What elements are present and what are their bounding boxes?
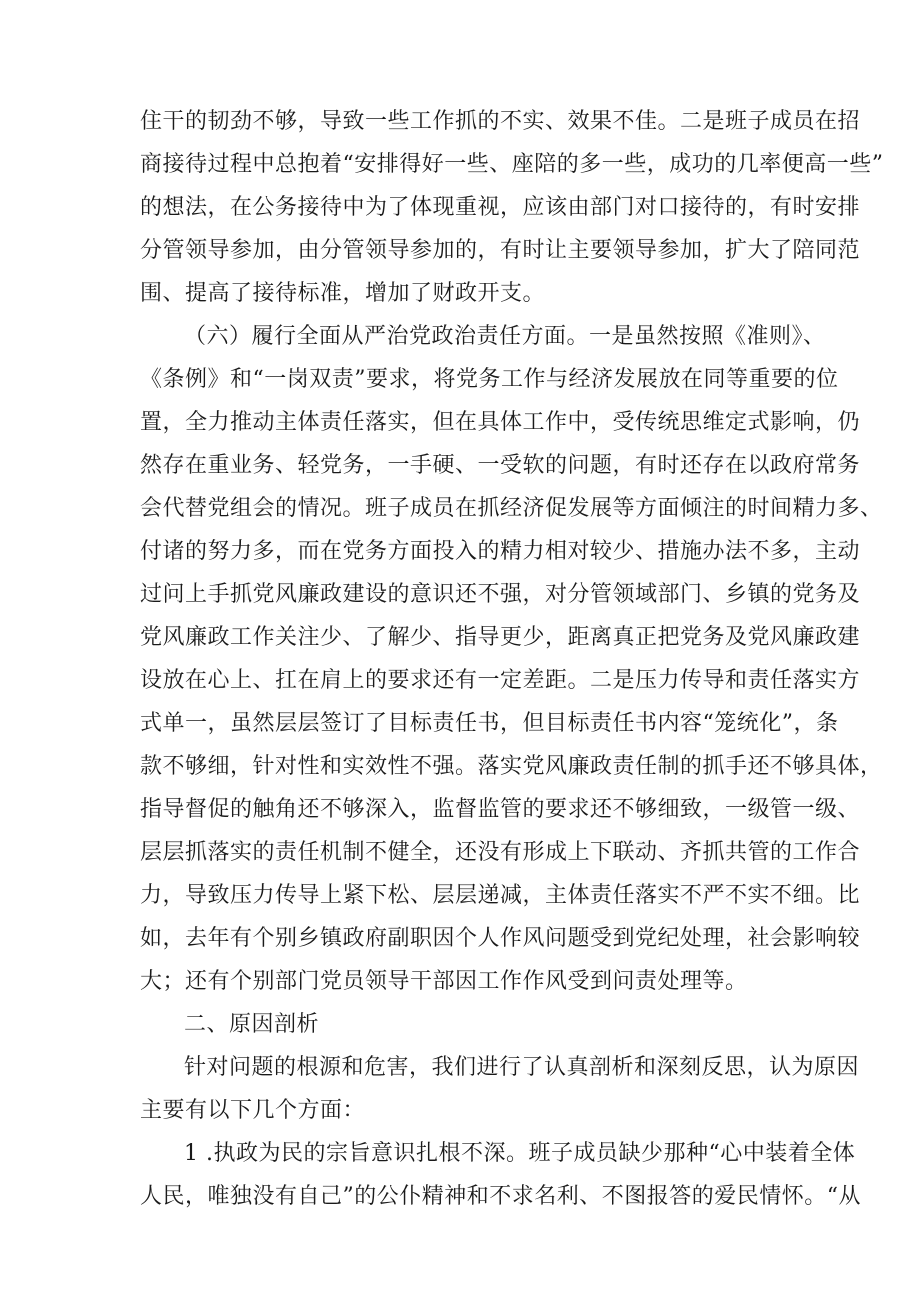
- paragraph-line: 设放在心上、扛在肩上的要求还有一定差距。二是压力传导和责任落实方: [140, 668, 861, 693]
- paragraph-line: 指导督促的触角还不够深入，监督监管的要求还不够细致，一级管一级、: [140, 797, 861, 822]
- paragraph-line: 1 .执政为民的宗旨意识扎根不深。班子成员缺少那种“心中装着全体: [184, 1141, 856, 1166]
- paragraph-line: 分管领导参加，由分管领导参加的，有时让主要领导参加，扩大了陪同范: [140, 238, 861, 263]
- section-heading: 二、原因剖析: [184, 1012, 320, 1037]
- paragraph-line: 然存在重业务、轻党务，一手硬、一受软的问题，有时还存在以政府常务: [140, 453, 861, 478]
- paragraph-line: 围、提高了接待标准，增加了财政开支。: [140, 281, 546, 306]
- paragraph-line: 主要有以下几个方面：: [140, 1098, 366, 1123]
- paragraph-line: 大；还有个别部门党员领导干部因工作作风受到问责处理等。: [140, 969, 748, 994]
- paragraph-line: 力，导致压力传导上紧下松、层层递减，主体责任落实不严不实不细。比: [140, 883, 861, 908]
- paragraph-line: 款不够细，针对性和实效性不强。落实党风廉政责任制的抓手还不够具体，: [140, 754, 883, 779]
- paragraph-line: 付诸的努力多，而在党务方面投入的精力相对较少、措施办法不多，主动: [140, 539, 861, 564]
- paragraph-line: 层层抓落实的责任机制不健全，还没有形成上下联动、齐抓共管的工作合: [140, 840, 861, 865]
- paragraph-line: 住干的韧劲不够，导致一些工作抓的不实、效果不佳。二是班子成员在招: [140, 109, 861, 134]
- paragraph-line: 的想法，在公务接待中为了体现重视，应该由部门对口接待的，有时安排: [140, 195, 861, 220]
- paragraph-line: 过问上手抓党风廉政建设的意识还不强，对分管领域部门、乡镇的党务及: [140, 582, 861, 607]
- paragraph-line: 党风廉政工作关注少、了解少、指导更少，距离真正把党务及党风廉政建: [140, 625, 861, 650]
- paragraph-line: 《条例》和“一岗双责”要求，将党务工作与经济发展放在同等重要的位: [140, 367, 839, 392]
- paragraph-line: 置，全力推动主体责任落实，但在具体工作中，受传统思维定式影响，仍: [140, 410, 861, 435]
- paragraph-line: 商接待过程中总抱着“安排得好一些、座陪的多一些，成功的几率便高一些”: [140, 152, 884, 177]
- paragraph-line: （六）履行全面从严治党政治责任方面。一是虽然按照《准则》、: [184, 324, 826, 349]
- paragraph-line: 人民，唯独没有自己”的公仆精神和不求名利、不图报答的爱民情怀。“从: [140, 1184, 861, 1209]
- paragraph-line: 会代替党组会的情况。班子成员在抓经济促发展等方面倾注的时间精力多、: [140, 496, 883, 521]
- paragraph-line: 针对问题的根源和危害，我们进行了认真剖析和深刻反思，认为原因: [184, 1055, 860, 1080]
- paragraph-line: 如，去年有个别乡镇政府副职因个人作风问题受到党纪处理，社会影响较: [140, 926, 861, 951]
- paragraph-line: 式单一，虽然层层签订了目标责任书，但目标责任书内容“笼统化”，条: [140, 711, 839, 736]
